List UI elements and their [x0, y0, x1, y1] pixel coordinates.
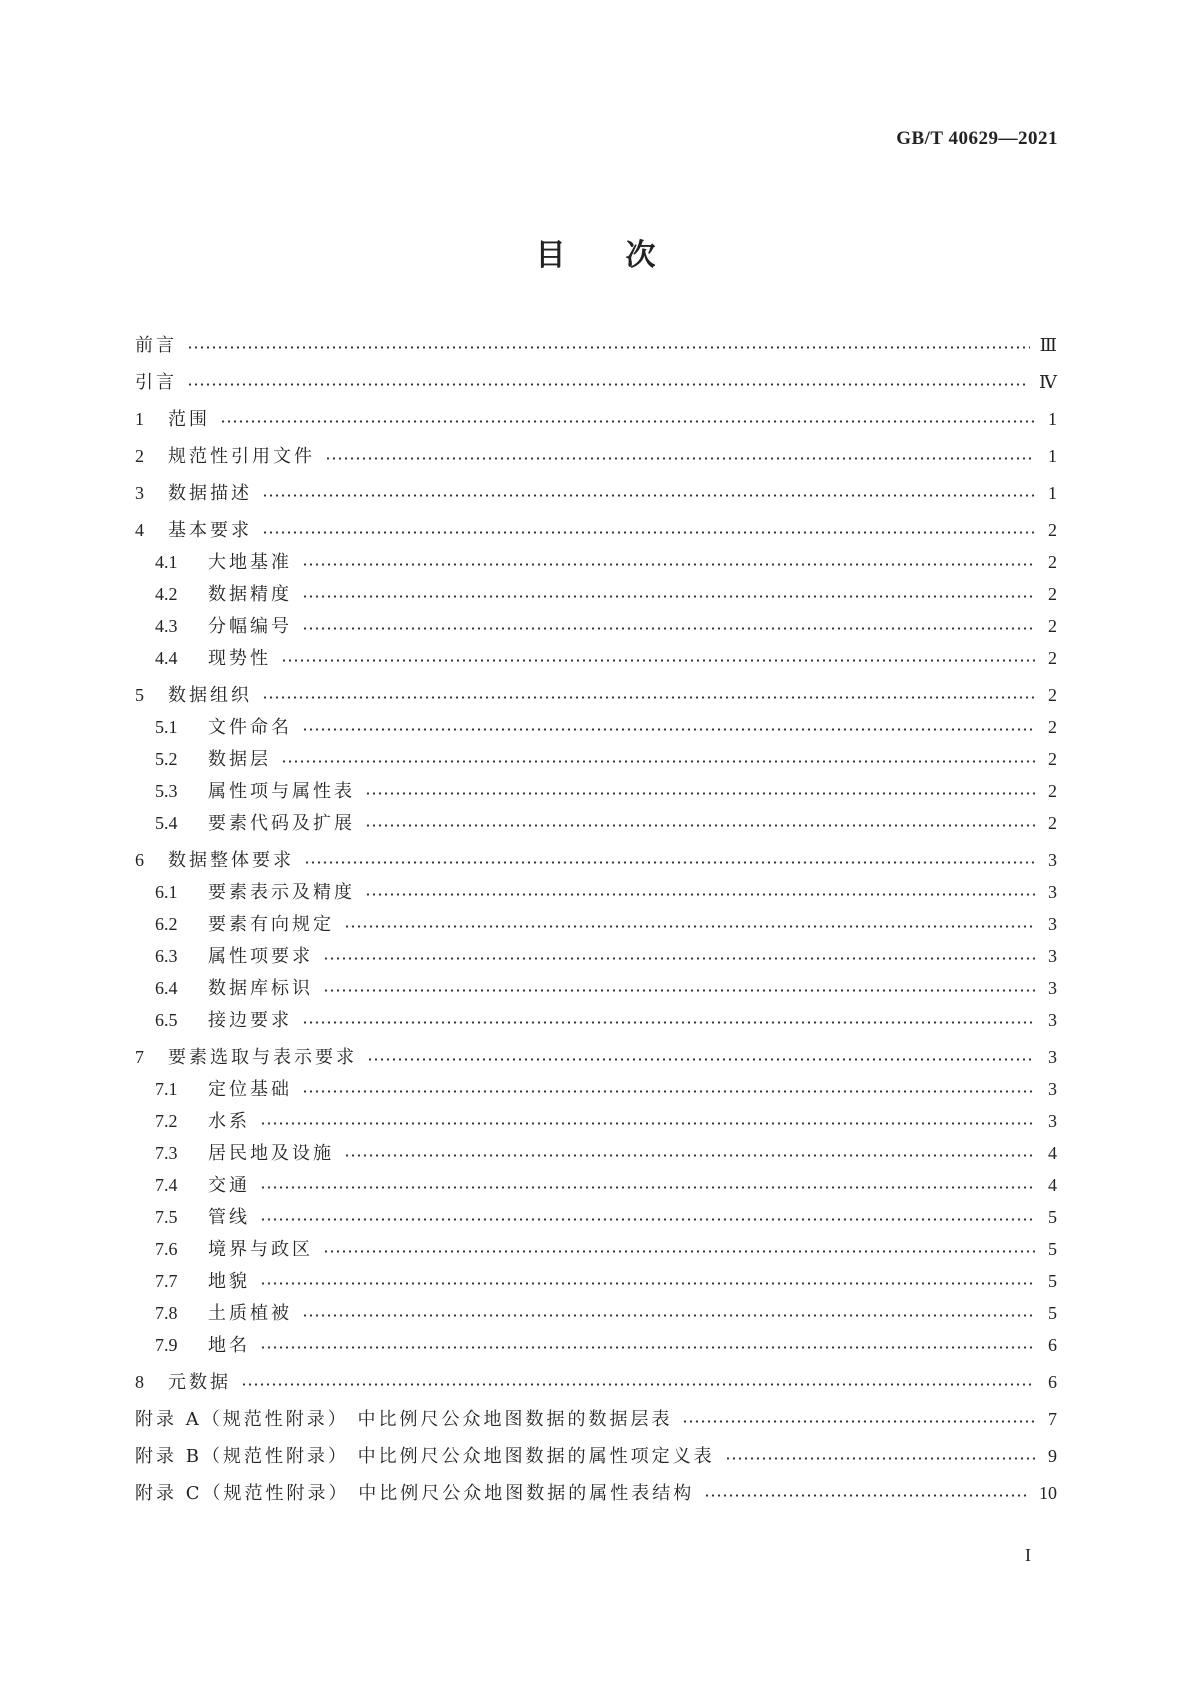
- toc-entry[interactable]: [135, 1204, 1057, 1230]
- dot-leader: [704, 1494, 1029, 1497]
- toc-entry-page: 2: [1048, 781, 1057, 801]
- dot-leader: [281, 760, 1035, 763]
- toc-entry[interactable]: [135, 1007, 1057, 1033]
- toc-entry-page: 5: [1048, 1239, 1057, 1259]
- toc-entry[interactable]: [135, 1480, 1057, 1506]
- toc-entry-page: 5: [1048, 1303, 1057, 1323]
- dot-leader: [241, 1383, 1035, 1386]
- toc-entry-page: 2: [1048, 749, 1057, 769]
- toc-entry-label: 数据精度: [208, 584, 292, 605]
- toc-entry[interactable]: [135, 682, 1057, 708]
- toc-entry-label: 要素有向规定: [208, 914, 334, 935]
- toc-entry-number: 6: [135, 850, 144, 870]
- toc-entry-number: 4.3: [155, 616, 178, 636]
- toc-entry[interactable]: [135, 645, 1057, 671]
- toc-entry-page: 3: [1048, 882, 1057, 902]
- toc-entry-number: 5.1: [155, 717, 178, 737]
- toc-entry-page: 6: [1048, 1372, 1057, 1392]
- dot-leader: [682, 1420, 1035, 1423]
- dot-leader: [260, 1186, 1035, 1189]
- toc-entry-number: 7.6: [155, 1239, 178, 1259]
- toc-entry-page: 1: [1048, 446, 1057, 466]
- toc-entry-label: 文件命名: [208, 717, 292, 738]
- toc-entry-page: 2: [1048, 616, 1057, 636]
- toc-entry-page: 2: [1048, 685, 1057, 705]
- toc-entry[interactable]: [135, 1369, 1057, 1395]
- toc-entry-number: 7.4: [155, 1175, 178, 1195]
- dot-leader: [725, 1457, 1035, 1460]
- toc-entry[interactable]: [135, 1300, 1057, 1326]
- toc-entry-label: 附录 A（规范性附录） 中比例尺公众地图数据的数据层表: [135, 1409, 673, 1430]
- toc-entry-page: 2: [1048, 520, 1057, 540]
- toc-entry-label: 大地基准: [208, 552, 292, 573]
- toc-entry-label: 管线: [208, 1207, 250, 1228]
- toc-entry-number: 7.7: [155, 1271, 178, 1291]
- toc-entry[interactable]: [135, 714, 1057, 740]
- toc-entry-label: 要素代码及扩展: [208, 813, 355, 834]
- dot-leader: [302, 595, 1035, 598]
- toc-entry[interactable]: [135, 406, 1057, 432]
- toc-entry[interactable]: [135, 943, 1057, 969]
- toc-entry-page: 4: [1048, 1143, 1057, 1163]
- toc-entry-page: 10: [1039, 1483, 1057, 1503]
- toc-entry-label: 现势性: [208, 648, 271, 669]
- toc-entry-page: 2: [1048, 717, 1057, 737]
- toc-entry[interactable]: [135, 778, 1057, 804]
- dot-leader: [187, 383, 1029, 386]
- dot-leader: [262, 494, 1035, 497]
- toc-entry[interactable]: [135, 613, 1057, 639]
- toc-entry[interactable]: [135, 847, 1057, 873]
- dot-leader: [365, 893, 1035, 896]
- toc-entry-number: 6.3: [155, 946, 178, 966]
- toc-entry[interactable]: [135, 1268, 1057, 1294]
- toc-entry-label: 要素选取与表示要求: [168, 1047, 357, 1068]
- toc-entry-label: 前言: [135, 335, 177, 356]
- toc-entry[interactable]: [135, 1236, 1057, 1262]
- dot-leader: [302, 1314, 1035, 1317]
- toc-entry-number: 7.5: [155, 1207, 178, 1227]
- toc-entry[interactable]: [135, 975, 1057, 1001]
- toc-entry-label: 居民地及设施: [208, 1143, 334, 1164]
- toc-entry-page: 2: [1048, 552, 1057, 572]
- dot-leader: [302, 1021, 1035, 1024]
- toc-entry-number: 7.2: [155, 1111, 178, 1131]
- toc-entry-number: 1: [135, 409, 144, 429]
- toc-entry[interactable]: [135, 879, 1057, 905]
- toc-entry[interactable]: [135, 746, 1057, 772]
- toc-entry[interactable]: [135, 1108, 1057, 1134]
- dot-leader: [365, 824, 1035, 827]
- toc-entry[interactable]: [135, 480, 1057, 506]
- dot-leader: [262, 696, 1035, 699]
- page-title: 目次: [535, 238, 716, 273]
- toc-entry-number: 2: [135, 446, 144, 466]
- toc-entry-page: 5: [1048, 1271, 1057, 1291]
- dot-leader: [323, 957, 1035, 960]
- toc-entry-label: 地貌: [208, 1271, 250, 1292]
- toc-entry-number: 5: [135, 685, 144, 705]
- toc-entry[interactable]: [135, 517, 1057, 543]
- standard-number: GB/T 40629—2021: [896, 128, 1058, 149]
- dot-leader: [187, 346, 1030, 349]
- dot-leader: [260, 1282, 1035, 1285]
- dot-leader: [323, 989, 1035, 992]
- dot-leader: [323, 1250, 1035, 1253]
- toc-entry-label: 境界与政区: [208, 1239, 313, 1260]
- toc-entry-page: 5: [1048, 1207, 1057, 1227]
- toc-entry-number: 6.2: [155, 914, 178, 934]
- toc-entry[interactable]: [135, 443, 1057, 469]
- dot-leader: [281, 659, 1035, 662]
- toc-entry-page: 3: [1048, 914, 1057, 934]
- dot-leader: [304, 861, 1035, 864]
- toc-entry-number: 3: [135, 483, 144, 503]
- toc-entry-page: Ⅳ: [1039, 372, 1057, 392]
- toc-entry[interactable]: [135, 1332, 1057, 1358]
- toc-entry-label: 附录 B（规范性附录） 中比例尺公众地图数据的属性项定义表: [135, 1446, 715, 1467]
- toc-entry-label: 数据库标识: [208, 978, 313, 999]
- toc-entry[interactable]: [135, 549, 1057, 575]
- toc-entry-page: 4: [1048, 1175, 1057, 1195]
- dot-leader: [365, 792, 1035, 795]
- toc-entry-label: 数据层: [208, 749, 271, 770]
- toc-entry[interactable]: [135, 332, 1057, 358]
- dot-leader: [220, 420, 1035, 423]
- toc-entry-page: 3: [1048, 1010, 1057, 1030]
- toc-entry-page: 3: [1048, 1047, 1057, 1067]
- toc-entry-page: 7: [1048, 1409, 1057, 1429]
- toc-entry-label: 要素表示及精度: [208, 882, 355, 903]
- toc-entry-number: 7.9: [155, 1335, 178, 1355]
- toc-entry-number: 4: [135, 520, 144, 540]
- toc-entry-page: 3: [1048, 1079, 1057, 1099]
- toc-entry[interactable]: [135, 810, 1057, 836]
- toc-entry-number: 4.2: [155, 584, 178, 604]
- toc-entry-number: 6.5: [155, 1010, 178, 1030]
- toc-entry-page: 3: [1048, 1111, 1057, 1131]
- toc-entry-label: 引言: [135, 372, 177, 393]
- toc-entry-label: 数据整体要求: [168, 850, 294, 871]
- toc-entry-page: 2: [1048, 648, 1057, 668]
- table-of-contents: [135, 332, 1057, 1506]
- toc-entry-page: 2: [1048, 584, 1057, 604]
- toc-entry-label: 规范性引用文件: [168, 446, 315, 467]
- dot-leader: [302, 1090, 1035, 1093]
- toc-entry-label: 定位基础: [208, 1079, 292, 1100]
- toc-entry-number: 5.3: [155, 781, 178, 801]
- dot-leader: [302, 627, 1035, 630]
- toc-entry-number: 4.4: [155, 648, 178, 668]
- toc-entry-label: 属性项要求: [208, 946, 313, 967]
- dot-leader: [260, 1218, 1035, 1221]
- toc-entry-page: 3: [1048, 978, 1057, 998]
- toc-entry-number: 7.8: [155, 1303, 178, 1323]
- toc-entry-number: 7: [135, 1047, 144, 1067]
- toc-entry-label: 数据组织: [168, 685, 252, 706]
- toc-entry[interactable]: [135, 369, 1057, 395]
- toc-entry-page: Ⅲ: [1039, 335, 1057, 355]
- toc-entry-page: 3: [1048, 850, 1057, 870]
- toc-entry[interactable]: [135, 1044, 1057, 1070]
- toc-entry[interactable]: [135, 1443, 1057, 1469]
- toc-entry-label: 元数据: [168, 1372, 231, 1393]
- toc-entry-page: 1: [1048, 409, 1057, 429]
- toc-entry-label: 数据描述: [168, 483, 252, 504]
- dot-leader: [344, 925, 1035, 928]
- toc-entry-label: 接边要求: [208, 1010, 292, 1031]
- toc-entry-label: 基本要求: [168, 520, 252, 541]
- toc-entry-label: 水系: [208, 1111, 250, 1132]
- toc-entry-number: 7.3: [155, 1143, 178, 1163]
- dot-leader: [367, 1058, 1035, 1061]
- dot-leader: [302, 728, 1035, 731]
- toc-entry-page: 1: [1048, 483, 1057, 503]
- toc-entry-label: 范围: [168, 409, 210, 430]
- toc-entry[interactable]: [135, 1140, 1057, 1166]
- toc-entry-number: 5.4: [155, 813, 178, 833]
- toc-entry-page: 3: [1048, 946, 1057, 966]
- toc-entry-label: 交通: [208, 1175, 250, 1196]
- toc-entry-label: 附录 C（规范性附录） 中比例尺公众地图数据的属性表结构: [135, 1483, 695, 1504]
- toc-entry-page: 2: [1048, 813, 1057, 833]
- toc-entry-label: 地名: [208, 1335, 250, 1356]
- toc-entry[interactable]: [135, 1076, 1057, 1102]
- dot-leader: [302, 563, 1035, 566]
- dot-leader: [325, 457, 1035, 460]
- dot-leader: [262, 531, 1035, 534]
- toc-entry-label: 属性项与属性表: [208, 781, 355, 802]
- toc-entry-number: 5.2: [155, 749, 178, 769]
- toc-entry-number: 6.1: [155, 882, 178, 902]
- toc-entry[interactable]: [135, 581, 1057, 607]
- toc-entry-number: 7.1: [155, 1079, 178, 1099]
- toc-entry[interactable]: [135, 1406, 1057, 1432]
- toc-entry-number: 4.1: [155, 552, 178, 572]
- page-number: I: [1025, 1545, 1031, 1565]
- dot-leader: [260, 1122, 1035, 1125]
- toc-entry-number: 8: [135, 1372, 144, 1392]
- toc-entry-label: 土质植被: [208, 1303, 292, 1324]
- toc-entry[interactable]: [135, 1172, 1057, 1198]
- toc-entry[interactable]: [135, 911, 1057, 937]
- toc-entry-page: 9: [1048, 1446, 1057, 1466]
- dot-leader: [344, 1154, 1035, 1157]
- toc-entry-label: 分幅编号: [208, 616, 292, 637]
- toc-entry-page: 6: [1048, 1335, 1057, 1355]
- dot-leader: [260, 1346, 1035, 1349]
- toc-entry-number: 6.4: [155, 978, 178, 998]
